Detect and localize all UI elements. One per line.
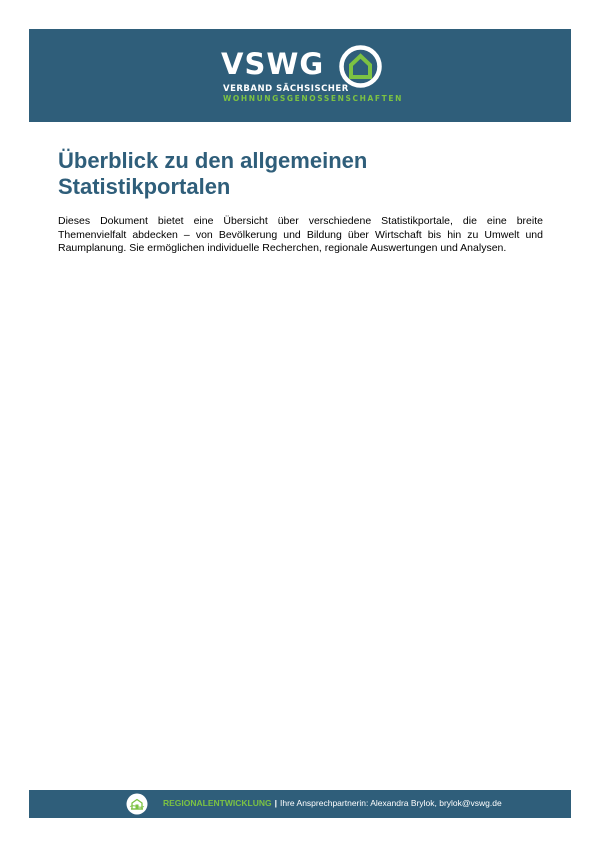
house-ring-icon (338, 44, 383, 89)
intro-paragraph: Dieses Dokument bietet eine Übersicht über verschiedene Statistikportale, die eine breite Themenvielfalt abdecken – von Bevölkerung und Bildung über Wirtschaft bis hin zu Umwelt und Raumplanung. Sie ermöglichen individuelle Recherchen, regionale Auswertungen und Analysen. (58, 215, 543, 254)
footer-topic: REGIONALENTWICKLUNG (163, 798, 272, 808)
logo-wordmark: VSWG (221, 47, 325, 81)
page-title (58, 148, 538, 200)
footer-text (163, 798, 502, 809)
page-title-line1: Überblick zu den allgemeinen (58, 148, 368, 173)
page-title-line2: Statistikportalen (58, 174, 231, 199)
logo-subtitle-line2: WOHNUNGSGENOSSENSCHAFTEN (223, 94, 403, 103)
logo-subtitle-line1: VERBAND SÄCHSISCHER (223, 84, 349, 94)
header-banner (29, 29, 571, 122)
footer-banner (29, 790, 571, 818)
regional-development-icon (126, 793, 148, 815)
footer-contact: Ihre Ansprechpartnerin: Alexandra Brylok, brylok@vswg.de (280, 798, 502, 808)
footer-separator: | (274, 798, 277, 808)
